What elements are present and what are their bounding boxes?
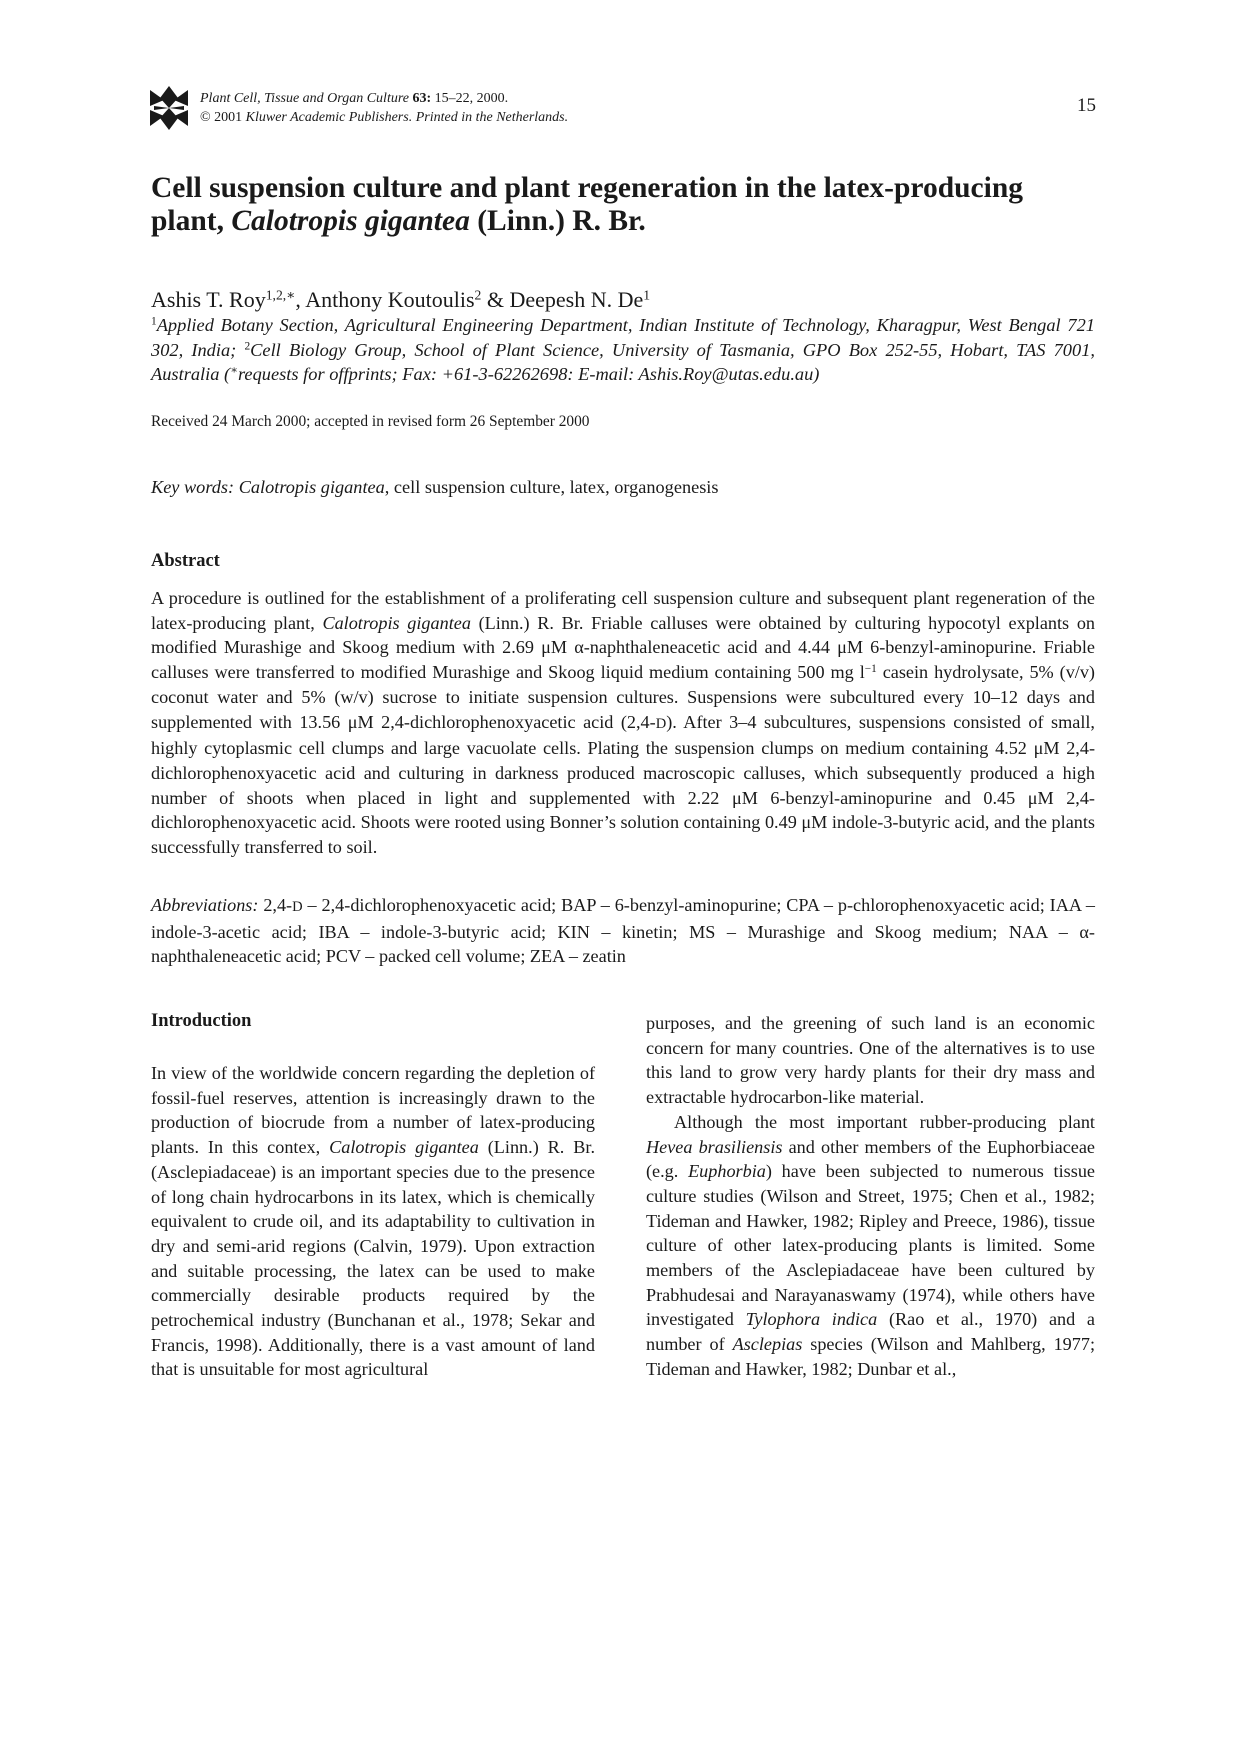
title-suffix: (Linn.) R. Br.	[469, 205, 646, 237]
abstract-text: A procedure is outlined for the establishment of a proliferating cell suspension culture and subsequent plant regeneration of the latex-producing plant,	[151, 588, 1095, 633]
author-separator: &	[481, 287, 510, 312]
paragraph-text: (Rao et al., 1970) and a number of	[646, 1309, 1095, 1355]
paragraph-species: Calotropis gigantea	[329, 1137, 479, 1158]
introduction-left-column	[151, 1061, 595, 1382]
author-affiliation-sup: 1	[643, 287, 651, 303]
printed-location: Printed in the Netherlands.	[415, 110, 569, 125]
title-line-2	[151, 205, 1091, 238]
affiliation-sup: 2	[244, 340, 251, 353]
article-title	[151, 172, 1091, 238]
affiliation-text: Applied Botany Section, Agricultural Engineering Department, Indian Institute of Technology, Kharagpur, West Bengal 721 302, India;	[151, 315, 1095, 360]
copyright-year: 2001	[214, 110, 243, 125]
abstract-heading: Abstract	[151, 551, 220, 571]
title-species: Calotropis gigantea	[231, 205, 470, 237]
publisher-name: Kluwer Academic Publishers.	[245, 110, 413, 125]
paragraph-species: Asclepias	[732, 1334, 803, 1355]
paragraph	[646, 1110, 1095, 1382]
title-line-1: Cell suspension culture and plant regeneration in the latex-producing	[151, 172, 1023, 204]
journal-citation-line	[200, 89, 568, 108]
paragraph-text: ) have been subjected to numerous tissue culture studies (Wilson and Street, 1975; Chen et al., 1982; Tideman and Hawker, 1982; Ripley and Preece, 1986), tissue culture of other latex-producing plants is limited. Some members of the Asclepiadaceae have been cultured by Prabhudesai and Narayanaswamy (1974), while others have investigated	[646, 1161, 1095, 1330]
author-list	[151, 287, 650, 313]
paragraph-text: In view of the worldwide concern regarding the depletion of fossil-fuel reserves, attention is increasingly drawn to the production of biocrude from a number of latex-producing plants. In this contex,	[151, 1063, 595, 1158]
author-separator: ,	[295, 287, 306, 312]
introduction-right-column	[646, 1011, 1095, 1382]
journal-header	[200, 89, 568, 127]
paragraph-text: (Linn.) R. Br. (Asclepiadaceae) is an important species due to the presence of long chain hydrocarbons in its latex, which is chemically equivalent to crude oil, and its adaptability to cultivation in dry and semi-arid regions (Calvin, 1979). Upon extraction and suitable processing, the latex can be used to make commercially desirable products required by the petrochemical industry (Bunchanan et al., 1978; Sekar and Francis, 1998). Additionally, there is a vast amount of land that is unsuitable for most agricultural	[151, 1137, 595, 1380]
affiliation-contact: requests for offprints; Fax: +61-3-62262698: E-mail: Ashis.Roy@utas.edu.au)	[237, 364, 820, 384]
journal-name: Plant Cell, Tissue and Organ Culture	[200, 91, 409, 106]
author-name: Deepesh N. De	[509, 287, 644, 312]
affiliation-sup: 1	[151, 315, 157, 328]
page-number: 15	[1077, 95, 1096, 116]
paragraph-species: Hevea brasiliensis	[646, 1136, 783, 1157]
keywords	[151, 477, 719, 498]
abbreviations-text: – 2,4-dichlorophenoxyacetic acid; BAP – 6-benzyl-aminopurine; CPA – p-chlorophenoxyacetic acid; IAA – indole-3-acetic acid; IBA – indole-3-butyric acid; KIN – kinetin; MS – Murashige and Skoog medium; NAA – α-naphthaleneacetic acid; PCV – packed cell volume; ZEA – zeatin	[151, 895, 1095, 967]
keywords-species: Calotropis gigantea	[238, 477, 385, 497]
abbreviations-text: 2,4-	[258, 895, 293, 915]
paragraph-text: Although the most important rubber-producing plant	[674, 1111, 1095, 1132]
author-affiliation-sup: 1,2,∗	[265, 287, 296, 303]
affiliations	[151, 313, 1095, 387]
author-name: Ashis T. Roy	[151, 287, 266, 312]
abstract-text: casein hydrolysate, 5% (v/v) coconut water and 5% (w/v) sucrose to initiate suspension cultures. Suspensions were subcultured every 10–12 days and supplemented with 13.56 μM 2,4-dichlorophenoxyacetic acid (2,4-	[151, 662, 1095, 732]
keywords-label: Key words:	[151, 477, 235, 497]
received-date: Received 24 March 2000; accepted in revised form 26 September 2000	[151, 413, 590, 430]
keywords-rest: , cell suspension culture, latex, organogenesis	[384, 477, 719, 497]
copyright-line	[200, 108, 568, 127]
introduction-heading: Introduction	[151, 1011, 252, 1031]
abstract-text: (Linn.) R. Br. Friable calluses were obtained by culturing hypocotyl explants on modified Murashige and Skoog medium with 2.69 μM α-naphthaleneacetic acid and 4.44 μM 6-benzyl-aminopurine. Friable calluses were transferred to modified Murashige and Skoog liquid medium containing 500 mg l	[151, 612, 1096, 683]
abstract-text: ). After 3–4 subcultures, suspensions consisted of small, highly cytoplasmic cell clumps and large vacuolate cells. Plating the suspension clumps on medium containing 4.52 μM 2,4-dichlorophenoxyacetic acid and culturing in darkness produced macroscopic calluses, which subsequently produced a high number of shoots when placed in light and supplemented with 2.22 μM 6-benzyl-aminopurine and 0.45 μM 2,4-dichlorophenoxyacetic acid. Shoots were rooted using Bonner’s solution containing 0.49 μM indole-3-butyric acid, and the plants successfully transferred to soil.	[151, 711, 1095, 858]
author-name: Anthony Koutoulis	[305, 287, 475, 312]
affiliation-star: ∗	[230, 364, 238, 377]
abstract-body	[151, 586, 1095, 860]
abbreviations	[151, 893, 1095, 969]
journal-volume: 63:	[412, 91, 432, 106]
abbreviations-smallcaps: D	[292, 899, 303, 915]
journal-pages-year: 15–22, 2000.	[434, 91, 509, 106]
copyright-symbol: ©	[200, 110, 211, 125]
paragraph	[151, 1061, 595, 1382]
abstract-smallcaps: D	[655, 715, 667, 732]
abbreviations-label: Abbreviations:	[151, 895, 259, 915]
publisher-logo-icon	[150, 86, 188, 130]
paragraph-text: species (Wilson and Mahlberg, 1977; Tideman and Hawker, 1982; Dunbar et al.,	[646, 1334, 1095, 1379]
author-affiliation-sup: 2	[474, 287, 482, 303]
paragraph-species: Tylophora indica	[745, 1309, 878, 1330]
paragraph-text: and other members of the Euphorbiaceae (e.g.	[646, 1136, 1096, 1182]
abstract-species: Calotropis gigantea	[322, 612, 471, 633]
affiliation-text: Cell Biology Group, School of Plant Science, University of Tasmania, GPO Box 252-55, Hobart, TAS 7001, Australia (	[151, 339, 1095, 384]
abstract-sup: −1	[864, 662, 877, 675]
paragraph-species: Euphorbia	[688, 1161, 766, 1182]
paragraph: purposes, and the greening of such land is an economic concern for many countries. One of the alternatives is to use this land to grow very hardy plants for their dry mass and extractable hydrocarbon-like material.	[646, 1013, 1095, 1108]
title-prefix: plant,	[151, 205, 232, 237]
